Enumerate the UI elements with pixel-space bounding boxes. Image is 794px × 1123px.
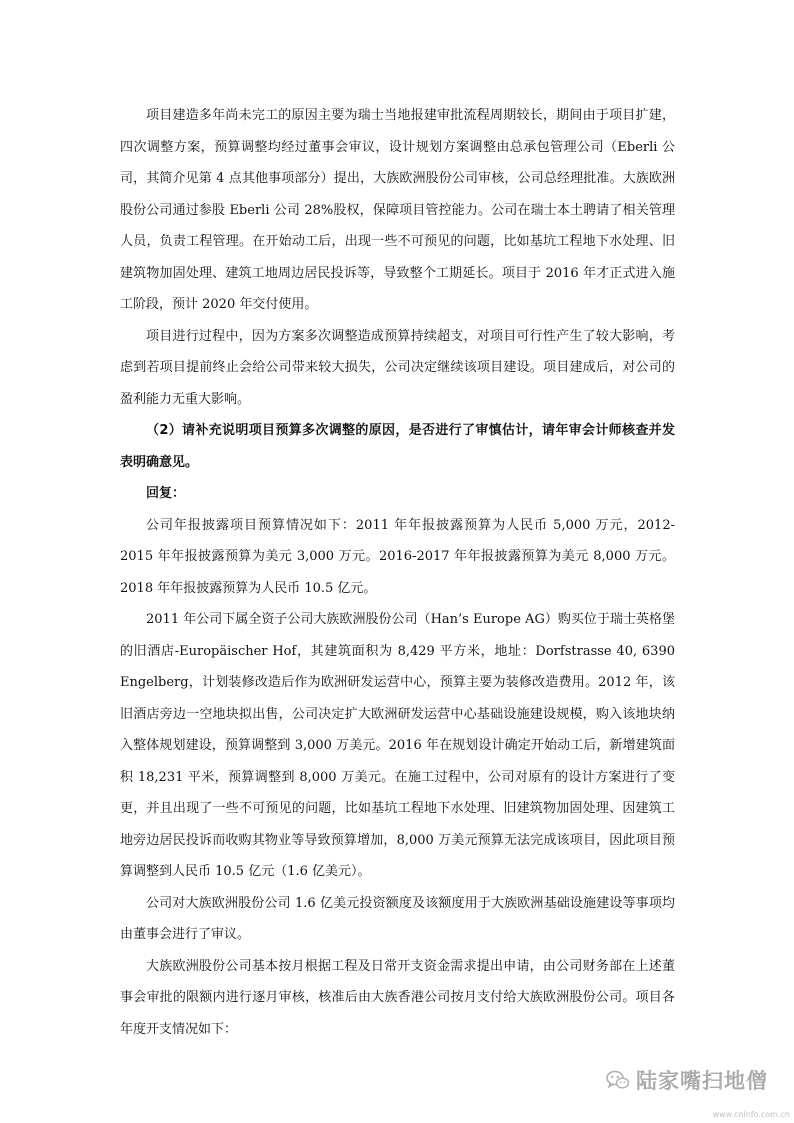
- paragraph-budget-disclosure: 公司年报披露项目预算情况如下：2011 年年报披露预算为人民币 5,000 万元，2012-2015 年年报披露预算为美元 3,000 万元。2016-2017 年年报披露预算为美元 8,000 万元。2018 年年报披露预算为人民币 10.5 亿元。: [120, 517, 675, 596]
- watermark-text: 陆家嘴扫地僧: [636, 1069, 768, 1093]
- reply-heading: 回复：: [146, 486, 186, 501]
- watermark: [606, 1065, 768, 1095]
- wechat-icon: [606, 1070, 630, 1090]
- paragraph-monthly-payments: 大族欧洲股份公司基本按月根据工程及日常开支资金需求提出申请，由公司财务部在上述董事会审批的限额内进行逐月审核，核准后由大族香港公司按月支付给大族欧洲股份公司。项目各年度开支情况如下：: [120, 958, 675, 1037]
- paragraph-delay-reasons: 项目建造多年尚未完工的原因主要为瑞士当地报建审批流程周期较长，期间由于项目扩建，四次调整方案，预算调整均经过董事会审议，设计规划方案调整由总承包管理公司（Eberli 公司，其简介见第 4 点其他事项部分）提出，大族欧洲股份公司审核，公司总经理批准。大族欧洲股份公司通过参股 Eberli 公司 28%股权，保障项目管控能力。公司在瑞士本土聘请了相关管理人员，负责工程管理。在开始动工后，出现一些不可预见的问题，比如基坑工程地下水处理、旧建筑物加固处理、建筑工地周边居民投诉等，导致整个工期延长。项目于 2016 年才正式进入施工阶段，预计 2020 年交付使用。: [120, 108, 675, 312]
- watermark-url: www.cninfo.com.cn: [712, 1110, 790, 1119]
- paragraph-budget-overrun: 项目进行过程中，因为方案多次调整造成预算持续超支，对项目可行性产生了较大影响，考虑到若项目提前终止会给公司带来较大损失，公司决定继续该项目建设。项目建成后，对公司的盈利能力无重大影响。: [120, 328, 675, 407]
- paragraph-hotel-acquisition: 2011 年公司下属全资子公司大族欧洲股份公司（Han’s Europe AG）购买位于瑞士英格堡的旧酒店-Europäischer Hof，其建筑面积为 8,429 平方米，地址：Dorfstrasse 40, 6390 Engelberg，计划装修改造后作为欧洲研发运营中心，预算主要为装修改造费用。2012 年，该旧酒店旁边一空地块拟出售，公司决定扩大欧洲研发运营中心基础设施建设规模，购入该地块纳入整体规划建设，预算调整到 3,000 万美元。2016 年在规划设计确定开始动工后，新增建筑面积 18,231 平米，预算调整到 8,000 万美元。在施工过程中，公司对原有的设计方案进行了变更，并且出现了一些不可预见的问题，比如基坑工程地下水处理、旧建筑物加固处理、因建筑工地旁边居民投诉而收购其物业等导致预算增加，8,000 万美元预算无法完成该项目，因此项目预算调整到人民币 10.5 亿元（1.6 亿美元）。: [120, 612, 675, 879]
- document-body: [120, 100, 675, 1045]
- paragraph-board-approval: 公司对大族欧洲股份公司 1.6 亿美元投资额度及该额度用于大族欧洲基础设施建设等事项均由董事会进行了审议。: [120, 895, 675, 942]
- question-heading: （2）请补充说明项目预算多次调整的原因，是否进行了审慎估计，请年审会计师核查并发表明确意见。: [120, 423, 675, 470]
